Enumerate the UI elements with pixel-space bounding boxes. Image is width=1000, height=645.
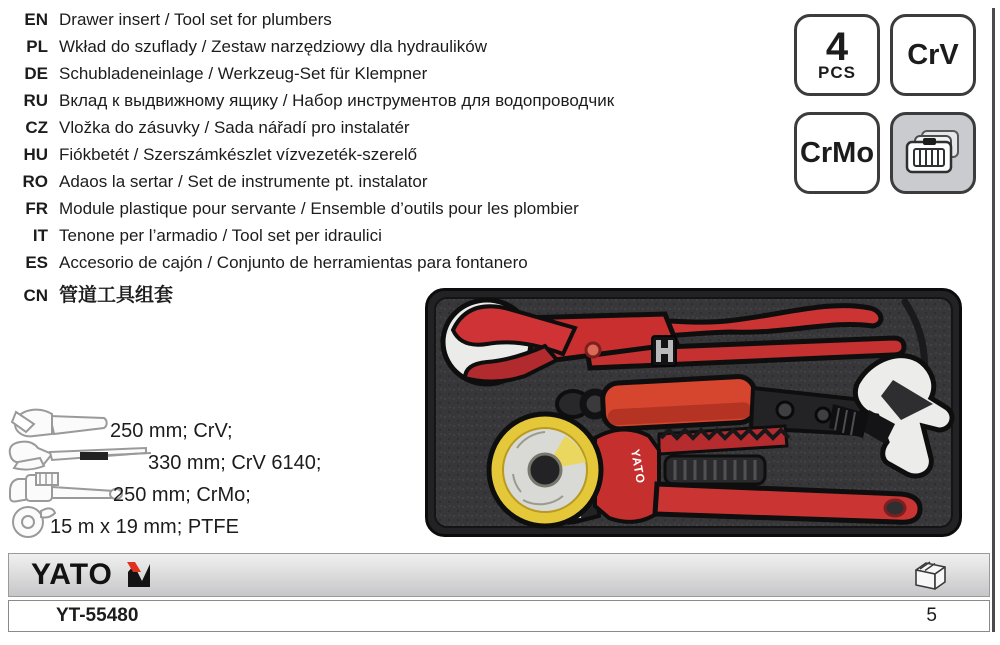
language-row	[12, 253, 614, 280]
spec-line: 330 mm; CrV 6140;	[148, 452, 322, 474]
language-row	[12, 118, 614, 145]
sku-row	[8, 600, 990, 632]
language-description: Вклад к выдвижному ящику / Набор инструментов для водопроводчик	[59, 91, 615, 110]
language-row	[12, 10, 614, 37]
yato-logo-text: YATO	[31, 558, 113, 591]
spec-line: 250 mm; CrV;	[110, 420, 233, 442]
bent-pipe-wrench-icon	[4, 438, 154, 472]
material-badge-crmo	[794, 112, 880, 194]
language-code: EN	[24, 10, 48, 29]
language-code: PL	[26, 37, 48, 56]
pieces-count: 4	[825, 25, 849, 69]
wrench-brand-label: YATO	[628, 448, 648, 486]
carton-quantity: 5	[926, 605, 937, 626]
material-label: CrV	[907, 38, 959, 71]
language-description: Accesorio de cajón / Conjunto de herramientas para fontanero	[59, 253, 528, 272]
pieces-badge	[794, 14, 880, 96]
language-code: HU	[23, 145, 48, 164]
language-code: DE	[24, 64, 48, 83]
photo-ptfe-tape	[489, 414, 601, 526]
product-code: YT-55480	[56, 605, 139, 626]
spec-line: 15 m x 19 mm; PTFE	[50, 516, 239, 538]
material-badge-crv	[890, 14, 976, 96]
language-row	[12, 91, 614, 118]
language-row	[12, 145, 614, 172]
carton-box-icon	[911, 556, 951, 594]
language-code: IT	[32, 226, 48, 245]
material-label: CrMo	[799, 136, 875, 169]
yato-logo-mark-icon	[121, 559, 153, 591]
language-code: CN	[23, 286, 48, 305]
language-description: Schubladeneinlage / Werkzeug-Set für Klempner	[59, 64, 428, 83]
pieces-unit: PCS	[818, 63, 856, 82]
language-description: Tenone per l’armadio / Tool set per idraulici	[59, 226, 382, 245]
handle-clip	[652, 336, 676, 366]
language-description: Drawer insert / Tool set for plumbers	[59, 10, 332, 29]
adjustable-wrench-icon	[8, 406, 108, 440]
language-description: Fiókbetét / Szerszámkészlet vízvezeték-szerelő	[59, 145, 418, 164]
language-description: Vložka do zásuvky / Sada nářadí pro instalatér	[59, 118, 410, 137]
language-row	[12, 172, 614, 199]
language-code: RO	[22, 172, 48, 191]
drawer-insert-badge	[890, 112, 976, 194]
language-row	[12, 226, 614, 253]
language-row	[12, 199, 614, 226]
language-description-list	[12, 10, 614, 307]
language-row	[12, 37, 614, 64]
product-photo	[425, 288, 962, 537]
language-row	[12, 64, 614, 91]
spec-line: 250 mm; CrMo;	[113, 484, 251, 506]
language-description: 管道工具组套	[59, 285, 174, 306]
right-edge-rule	[992, 8, 995, 632]
language-description: Adaos la sertar / Set de instrumente pt. instalator	[59, 172, 428, 191]
language-description: Wkład do szuflady / Zestaw narzędziowy dla hydraulików	[59, 37, 488, 56]
yato-logo	[31, 558, 153, 592]
brand-bar	[8, 553, 990, 597]
drawer-insert-icon	[904, 129, 962, 177]
pipe-wrench-icon	[6, 471, 124, 505]
language-code: CZ	[25, 118, 48, 137]
language-code: ES	[25, 253, 48, 272]
language-code: FR	[25, 199, 48, 218]
language-code: RU	[23, 91, 48, 110]
language-description: Module plastique pour servante / Ensemble d’outils pour les plombier	[59, 199, 579, 218]
